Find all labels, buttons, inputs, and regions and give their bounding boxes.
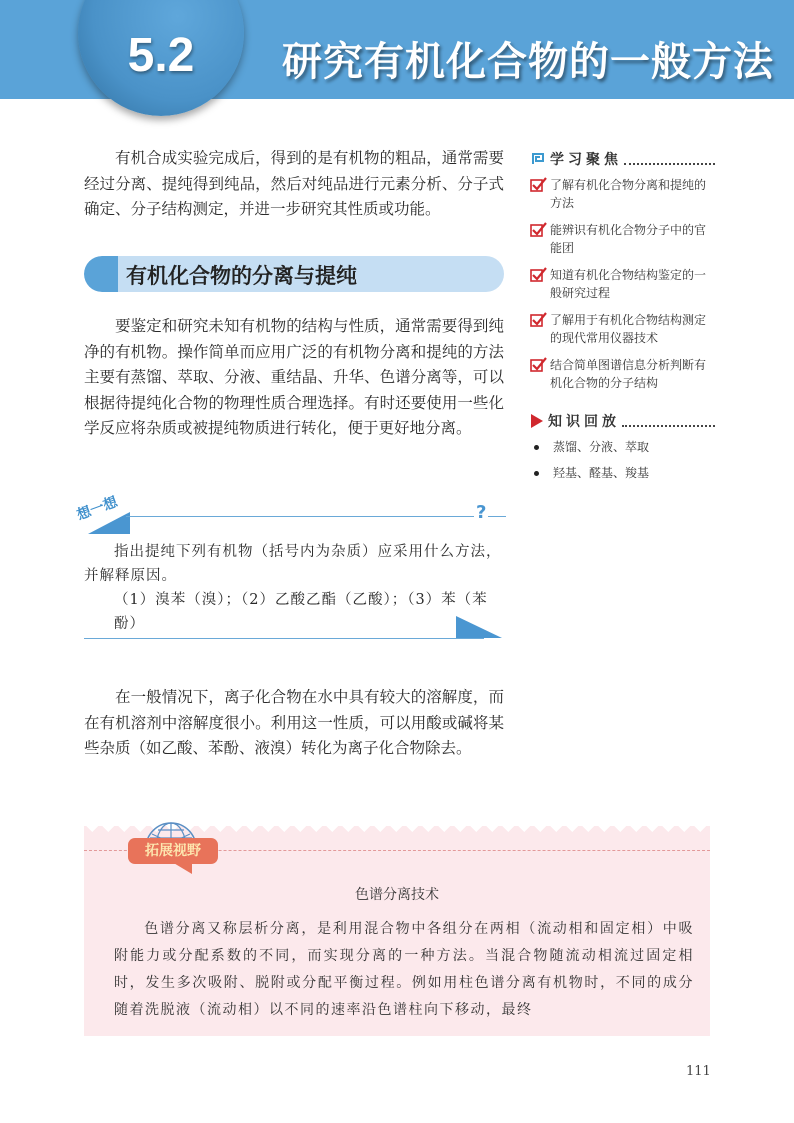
focus-item-text: 知道有机化合物结构鉴定的一般研究过程 bbox=[550, 268, 707, 300]
review-item bbox=[530, 464, 715, 482]
extension-badge-tail bbox=[172, 862, 192, 874]
checkbox-checked-icon bbox=[530, 177, 548, 193]
review-item-text: 蒸馏、分液、萃取 bbox=[553, 440, 650, 454]
bullet-icon bbox=[534, 471, 539, 476]
focus-item-text: 了解有机化合物分离和提纯的方法 bbox=[550, 178, 707, 210]
checkbox-checked-icon bbox=[530, 267, 548, 283]
think-items: （1）溴苯（溴）；（2）乙酸乙酯（乙酸）；（3）苯（苯酚） bbox=[114, 592, 488, 632]
think-prompt: 指出提纯下列有机物（括号内为杂质）应采用什么方法，并解释原因。 bbox=[84, 544, 502, 584]
question-mark-icon: ? bbox=[476, 502, 487, 523]
focus-title: 学习聚焦 bbox=[550, 152, 622, 168]
think-question bbox=[84, 540, 504, 636]
think-top-rule bbox=[126, 516, 506, 517]
sidebar bbox=[530, 148, 715, 490]
extension-title: 色谱分离技术 bbox=[355, 887, 439, 903]
focus-item bbox=[530, 266, 715, 302]
section-number: 5.2 bbox=[127, 29, 195, 82]
think-box bbox=[74, 492, 506, 642]
section-title: 研究有机化合物的一般方法 bbox=[282, 39, 774, 85]
focus-item bbox=[530, 311, 715, 347]
focus-header bbox=[530, 148, 715, 170]
checkbox-checked-icon bbox=[530, 312, 548, 328]
focus-item-text: 了解用于有机化合物结构测定的现代常用仪器技术 bbox=[550, 313, 707, 345]
think-bottom-rule bbox=[84, 638, 484, 639]
review-item-text: 羟基、醛基、羧基 bbox=[553, 466, 650, 480]
focus-item bbox=[530, 176, 715, 212]
play-triangle-icon bbox=[530, 413, 544, 429]
focus-spiral-icon bbox=[530, 151, 546, 167]
think-label: 想一想 bbox=[74, 494, 120, 524]
checkbox-checked-icon bbox=[530, 357, 548, 373]
intro-paragraph-text: 有机合成实验完成后，得到的是有机物的粗品，通常需要经过分离、提纯得到纯品，然后对纯品进行元素分析、分子式确定、分子结构测定，并进一步研究其性质或功能。 bbox=[84, 149, 504, 218]
separation-paragraph-text: 要鉴定和研究未知有机物的结构与性质，通常需要得到纯净的有机物。操作简单而应用广泛的有机物分离和提纯的方法主要有蒸馏、萃取、分液、重结晶、升华、色谱分离等，可以根据待提纯化合物的物理性质合理选择。有时还要使用一些化学反应将杂质或被提纯物质进行转化，便于更好地分离。 bbox=[84, 317, 504, 437]
intro-paragraph bbox=[84, 146, 504, 223]
subsection-heading-tab bbox=[84, 256, 118, 292]
focus-item-text: 结合简单图谱信息分析判断有机化合物的分子结构 bbox=[550, 358, 707, 390]
extension-badge: 拓展视野 bbox=[128, 838, 218, 864]
subsection-heading-bar bbox=[84, 256, 504, 292]
subsection-title: 有机化合物的分离与提纯 bbox=[126, 264, 357, 288]
review-header bbox=[530, 410, 715, 432]
focus-item bbox=[530, 221, 715, 257]
ionic-paragraph bbox=[84, 685, 504, 762]
checkbox-checked-icon bbox=[530, 222, 548, 238]
bullet-icon bbox=[534, 445, 539, 450]
review-dotted-leader bbox=[622, 415, 715, 427]
focus-item-text: 能辨识有机化合物分子中的官能团 bbox=[550, 223, 707, 255]
review-item bbox=[530, 438, 715, 456]
page-number: 111 bbox=[686, 1064, 711, 1079]
focus-item bbox=[530, 356, 715, 392]
focus-dotted-leader bbox=[624, 153, 715, 165]
review-title: 知识回放 bbox=[548, 414, 620, 430]
separation-paragraph bbox=[84, 314, 504, 442]
arrow-icon bbox=[456, 616, 502, 638]
extension-text-body: 色谱分离又称层析分离，是利用混合物中各组分在两相（流动相和固定相）中吸附能力或分配系数的不同，而实现分离的一种方法。当混合物随流动相流过固定相时，发生多次吸附、脱附或分配平衡过程。例如用柱色谱分离有机物时，不同的成分随着洗脱液（流动相）以不同的速率沿色谱柱向下移动，最终 bbox=[114, 921, 694, 1018]
extension-text bbox=[114, 916, 694, 1024]
ionic-paragraph-text: 在一般情况下，离子化合物在水中具有较大的溶解度，而在有机溶剂中溶解度很小。利用这一性质，可以用酸或碱将某些杂质（如乙酸、苯酚、液溴）转化为离子化合物除去。 bbox=[84, 688, 504, 757]
